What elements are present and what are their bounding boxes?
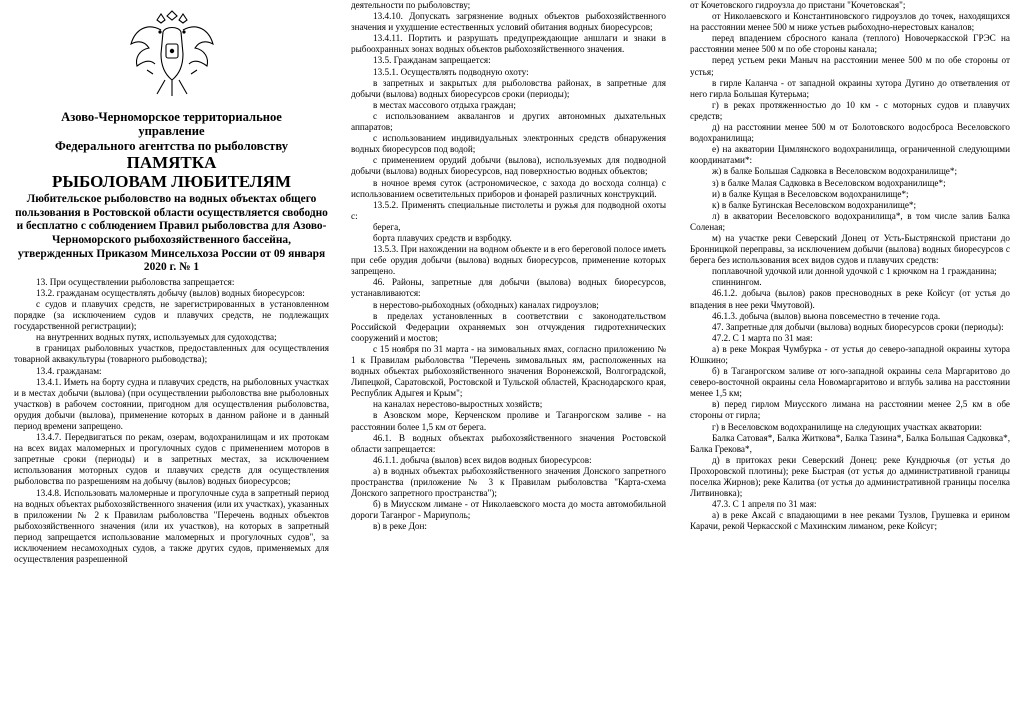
- paragraph: деятельности по рыболовству;: [351, 0, 471, 10]
- paragraph: в местах массового отдыха граждан;: [373, 99, 516, 110]
- paragraph: 13.4.8. Использовать маломерные и прогулочные суда в запретный период на водных объектах рыбохозяйственного значения (или их участках), указанных в приложении № 2 к Правилам рыболовства "Перечень водных объектов рыбохозяйственного значения (или их участков), на которых в запретный период запрещается использование маломерных и прогулочных судов", за исключением несамоходных судов, а также других судов, применяемых для осуществления разрешенной: [14, 487, 329, 565]
- paragraph: в запретных и закрытых для рыболовства районах, в запретные для добычи (вылова) водных биоресурсов сроки (периоды);: [351, 77, 666, 99]
- paragraph: к) в балке Бугинская Веселовском водохранилище*;: [712, 199, 917, 210]
- paragraph: г) в Веселовском водохранилище на следующих участках акватории:: [712, 421, 982, 432]
- paragraph: на внутренних водных путях, используемых для судоходства;: [36, 332, 277, 343]
- paragraph: и) в балке Кущая в Веселовском водохранилище*;: [712, 188, 909, 199]
- paragraph: перед впадением сбросного канала (теплого) Новочеркасской ГРЭС на расстоянии менее 500 м по обе стороны канала;: [690, 33, 1010, 55]
- column-right: [690, 0, 1010, 725]
- paragraph: д) на расстоянии менее 500 м от Болотовского водосброса Веселовского водохранилища;: [690, 122, 1010, 144]
- paragraph: поплавочной удочкой или донной удочкой с 1 крючком на 1 гражданина;: [712, 266, 997, 277]
- paragraph: с судов и плавучих средств, не зарегистрированных в установленном порядке (за исключением судов и плавучих средств, не подлежащих государственной регистрации);: [14, 298, 329, 332]
- paragraph: борта плавучих средств и взрбодку.: [373, 232, 512, 243]
- paragraph: ж) в балке Большая Садковка в Веселовском водохранилище*;: [712, 166, 958, 177]
- paragraph: в гирле Каланча - от западной окраины хутора Дугино до ответвления от него гирла Большая Кутерьма;: [690, 77, 1010, 99]
- paragraph: 46.1. В водных объектах рыбохозяйственного значения Ростовской области запрещается:: [351, 432, 666, 454]
- paragraph: 46. Районы, запретные для добычи (вылова) водных биоресурсов, устанавливаются:: [351, 277, 666, 299]
- paragraph: с применением орудий добычи (вылова), используемых для подводной добычи (вылова) водных биоресурсов, над поверхностью водных объектов;: [351, 155, 666, 177]
- paragraph: перед устьем реки Маныч на расстоянии менее 500 м по обе стороны от устья;: [690, 55, 1010, 77]
- paragraph: 47.3. С 1 апреля по 31 мая:: [712, 499, 817, 510]
- paragraph: а) в реке Аксай с впадающими в нее реками Тузлов, Грушевка и ерином Карачи, рекой Черкасской с Махинским лиманом, реке Койсуг;: [690, 510, 1010, 532]
- paragraph: б) в Миусском лимане - от Николаевского моста до моста автомобильной дороги Таганрог - Мариуполь;: [351, 499, 666, 521]
- org-line-2: управление: [138, 124, 205, 139]
- paragraph: 13.4. гражданам:: [36, 365, 102, 376]
- coat-of-arms-icon: [127, 10, 217, 102]
- paragraph: г) в реках протяженностью до 10 км - с моторных судов и плавучих средств;: [690, 99, 1010, 121]
- org-line-3: Федерального агентства по рыболовству: [54, 138, 289, 153]
- column-middle-body: [351, 0, 666, 533]
- paragraph: 47. Запретные для добычи (вылова) водных биоресурсов сроки (периоды):: [712, 321, 1004, 332]
- column-middle: [351, 0, 666, 725]
- paragraph: 13.4.10. Допускать загрязнение водных объектов рыбохозяйственного значения и ухудшение естественных условий обитания водных биоресурсов;: [351, 11, 666, 33]
- paragraph: 46.1.3. добыча (вылов) вьюна повсеместно в течение года.: [712, 310, 941, 321]
- paragraph: берега,: [373, 221, 401, 232]
- paragraph: от Николаевского и Константиновского гидроузлов до точек, находящихся на расстоянии менее 500 м ниже устьев рыбоходно-нерестовых каналов;: [690, 11, 1010, 33]
- paragraph: с 15 ноября по 31 марта - на зимовальных ямах, согласно приложению № 1 к Правилам рыболовства "Перечень зимовальных ям, расположенных на водных объектах рыбохозяйственного значения Воронежской, Волгоградской, Липецкой, Саратовской, Ростовской и Тульской областей, Краснодарского края, Республик Адыгея и Крым";: [351, 343, 666, 399]
- paragraph: б) в Таганрогском заливе от юго-западной окраины села Маргаритово до северо-восточной окраины села Новомаргаритово и вглубь залива на расстоянии менее 1,5 км;: [690, 366, 1010, 399]
- paragraph: 13.5.2. Применять специальные пистолеты и ружья для подводной охоты с:: [351, 199, 666, 221]
- document-title: [14, 153, 329, 191]
- paragraph: 13. При осуществлении рыболовства запрещается:: [36, 276, 235, 287]
- paragraph: в) в реке Дон:: [373, 521, 427, 532]
- paragraph: в) перед гирлом Миусского лимана на расстоянии менее 2,5 км в обе стороны от гирла;: [690, 399, 1010, 421]
- paragraph: з) в балке Малая Садковка в Веселовском водохранилище*;: [712, 177, 946, 188]
- paragraph: с использованием индивидуальных электронных средств обнаружения водных биоресурсов под водой;: [351, 133, 666, 155]
- paragraph: л) в акватории Веселовского водохранилища*, в том числе залив Балка Соленая;: [690, 210, 1010, 232]
- header-org: [14, 110, 329, 153]
- subtitle: Любительское рыболовство на водных объектах общего пользования в Ростовской области осуществляется свободно и бесплатно с соблюдением Правил рыболовства для Азово-Черноморского рыбохозяйственного бассейна, утвержденных Приказом Минсельхоза России от 09 января 2020 г. № 1: [15, 193, 328, 274]
- paragraph: 13.4.1. Иметь на борту судна и плавучих средств, на рыболовных участках и в местах добычи (вылова) (при осуществлении рыболовства вне рыболовных участков) в рабочем состоянии, пригодном для осуществления рыболовства, орудия добычи (вылова), применение которых в данном районе и в данный период времени запрещено.: [14, 376, 329, 431]
- paragraph: в границах рыболовных участков, предоставленных для осуществления товарной аквакультуры (товарного рыбоводства);: [14, 343, 329, 365]
- paragraph: а) в реке Мокрая Чумбурка - от устья до северо-западной окраины хутора Юшкино;: [690, 343, 1010, 365]
- paragraph: Балка Сатовая*, Балка Житкова*, Балка Тазина*, Балка Большая Садковка*, Балка Грекова*,: [690, 432, 1010, 454]
- paragraph: в Азовском море, Керченском проливе и Таганрогском заливе - на расстоянии более 1,5 км от берега.: [351, 410, 666, 432]
- paragraph: спиннингом.: [712, 277, 762, 288]
- column-right-body: [690, 0, 1010, 533]
- org-line-1: Азово-Черноморское территориальное: [61, 110, 282, 124]
- paragraph: с использованием аквалангов и других автономных дыхательных аппаратов;: [351, 110, 666, 133]
- paragraph: 13.2. гражданам осуществлять добычу (вылов) водных биоресурсов:: [36, 287, 305, 298]
- paragraph: 13.4.11. Портить и разрушать предупреждающие аншлаги и знаки в рыбоохранных зонах водных объектов рыбохозяйственного значения.: [351, 33, 666, 55]
- paragraph: а) в водных объектах рыбохозяйственного значения Донского запретного пространства (приложение № 3 к Правилам рыболовства "Карта-схема Донского запретного пространства");: [351, 465, 666, 499]
- paragraph: 13.4.7. Передвигаться по рекам, озерам, водохранилищам и их протокам на всех видах маломерных и прогулочных судов с применением моторов в запретные сроки (периоды) и в запретных местах, за исключением использования моторных судов и плавучих средств для осуществления рыболовства по разрешениям на добычу (вылов) водных биоресурсов;: [14, 432, 329, 487]
- paragraph: от Кочетовского гидроузла до пристани "Кочетовская";: [690, 0, 906, 10]
- paragraph: 47.2. С 1 марта по 31 мая:: [712, 332, 813, 343]
- paragraph: 13.5.3. При нахождении на водном объекте и в его береговой полосе иметь при себе орудия добычи (вылова) водных биоресурсов, применение которых запрещено.: [351, 244, 666, 277]
- paragraph: 13.5.1. Осуществлять подводную охоту:: [373, 66, 529, 77]
- paragraph: в нерестово-рыбоходных (обходных) каналах гидроузлов;: [373, 299, 599, 310]
- paragraph: в пределах установленных в соответствии с законодательством Российской Федерации охраняемых зон отчуждения гидротехнических сооружений и мостов;: [351, 310, 666, 343]
- column-left: [14, 0, 329, 725]
- paragraph: на каналах нерестово-выростных хозяйств;: [373, 399, 543, 410]
- title-line-2: РЫБОЛОВАМ ЛЮБИТЕЛЯМ: [51, 172, 292, 192]
- paragraph: в ночное время суток (астрономическое, с захода до восхода солнца) с использованием осветительных приборов и фонарей различных конструкций.: [351, 177, 666, 199]
- column-left-body: [14, 277, 329, 565]
- paragraph: 46.1.2. добыча (вылов) раков пресноводных в реке Койсуг (от устья до впадения в нее реки Чмутовой).: [690, 288, 1010, 310]
- paragraph: м) на участке реки Северский Донец от Усть-Быстрянской пристани до Бронницкой переправы, за исключением добычи (вылова) водных биоресурсов с берега без использования всех видов судов и плавучих средств:: [690, 232, 1010, 266]
- paragraph: е) на акватории Цимлянского водохранилища, ограниченной следующими координатами*:: [690, 144, 1010, 166]
- paragraph: 13.5. Гражданам запрещается:: [373, 55, 491, 66]
- paragraph: 46.1.1. добыча (вылов) всех видов водных биоресурсов:: [373, 454, 592, 465]
- paragraph: д) в притоках реки Северский Донец: реке Кундрючья (от устья до Прохоровской плотины); реке Быстрая (от устья до административной границы поселка Жирнов); реке Калитва (от устья до административной границы поселка Литвиновка);: [690, 454, 1010, 499]
- title-line-1: ПАМЯТКА: [126, 153, 217, 173]
